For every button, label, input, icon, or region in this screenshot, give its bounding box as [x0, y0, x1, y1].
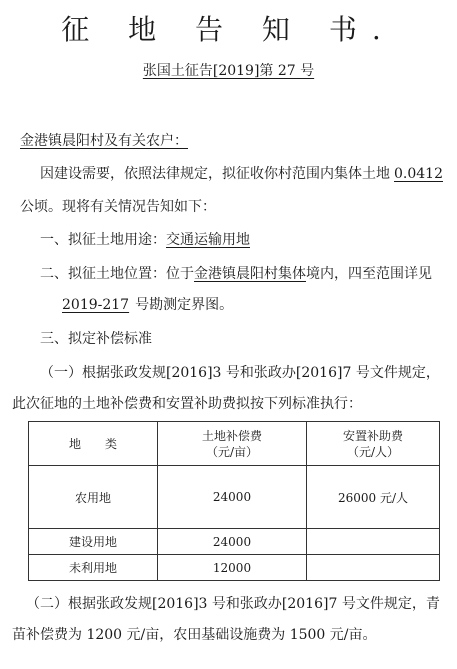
table-row: [29, 466, 440, 529]
item-location-tail: 号勘测定界图。: [135, 297, 234, 313]
table-cell: 26000 元/人: [307, 466, 440, 529]
table-cell: 农用地: [29, 466, 158, 529]
table-header-row: [29, 422, 440, 466]
document-number-text: 张国土征告[2019]第 27 号: [142, 63, 315, 79]
sub2-line1: （二）根据张政发规[2016]3 号和张政办[2016]7 号文件规定，青: [26, 596, 440, 612]
table-header-cell: 地 类: [29, 422, 158, 466]
addressee-text: 金港镇晨阳村及有关农户：: [20, 133, 188, 149]
table-cell: 24000: [158, 529, 307, 555]
header-land-comp: 土地补偿费 （元/亩）: [201, 428, 262, 459]
table-cell: 未利用地: [29, 555, 158, 581]
document-title: 征 地 告 知 书.: [61, 13, 396, 46]
header-resettle: 安置补助费 （元/人）: [342, 428, 403, 459]
sub1-line2: 此次征地的土地补偿费和安置补助费拟按下列标准执行：: [12, 396, 362, 412]
table-cell: [307, 529, 440, 555]
paragraph-intro-line1: [40, 163, 447, 185]
addressee: [20, 130, 188, 152]
item-land-use-value: 交通运输用地: [166, 232, 250, 248]
table-header-cell: [307, 422, 440, 466]
table-cell: 12000: [158, 555, 307, 581]
item-location-place: 金港镇晨阳村集体: [194, 266, 306, 282]
table-row: [29, 555, 440, 581]
item-location-line2: [20, 294, 233, 316]
sub2-line2: 苗补偿费为 1200 元/亩，农田基础设施费为 1500 元/亩。: [12, 627, 377, 643]
table-cell: 建设用地: [29, 529, 158, 555]
table-header-cell: [158, 422, 307, 466]
item-land-use: [40, 229, 250, 251]
item-land-use-label: 一、拟征土地用途：: [40, 232, 166, 248]
table-row: [29, 529, 440, 555]
item-location-line1: [40, 263, 432, 285]
compensation-table: [28, 421, 440, 581]
survey-number: 2019-217: [62, 297, 130, 313]
intro-text: 因建设需要，依照法律规定，拟征收你村范围内集体土地: [40, 166, 390, 182]
paragraph-intro-line2: 公顷。现将有关情况告知如下：: [20, 199, 216, 215]
document-number: [0, 60, 457, 80]
sub1-line1: （一）根据张政发规[2016]3 号和张政办[2016]7 号文件规定，: [40, 365, 440, 381]
table-cell: [307, 555, 440, 581]
table-cell: 24000: [158, 466, 307, 529]
item-location-mid: 境内，四至范围详见: [306, 266, 432, 282]
item-compensation-heading: 三、拟定补偿标准: [40, 331, 152, 347]
item-location-label: 二、拟征土地位置：位于: [40, 266, 194, 282]
land-area-value: 0.0412: [394, 166, 443, 182]
